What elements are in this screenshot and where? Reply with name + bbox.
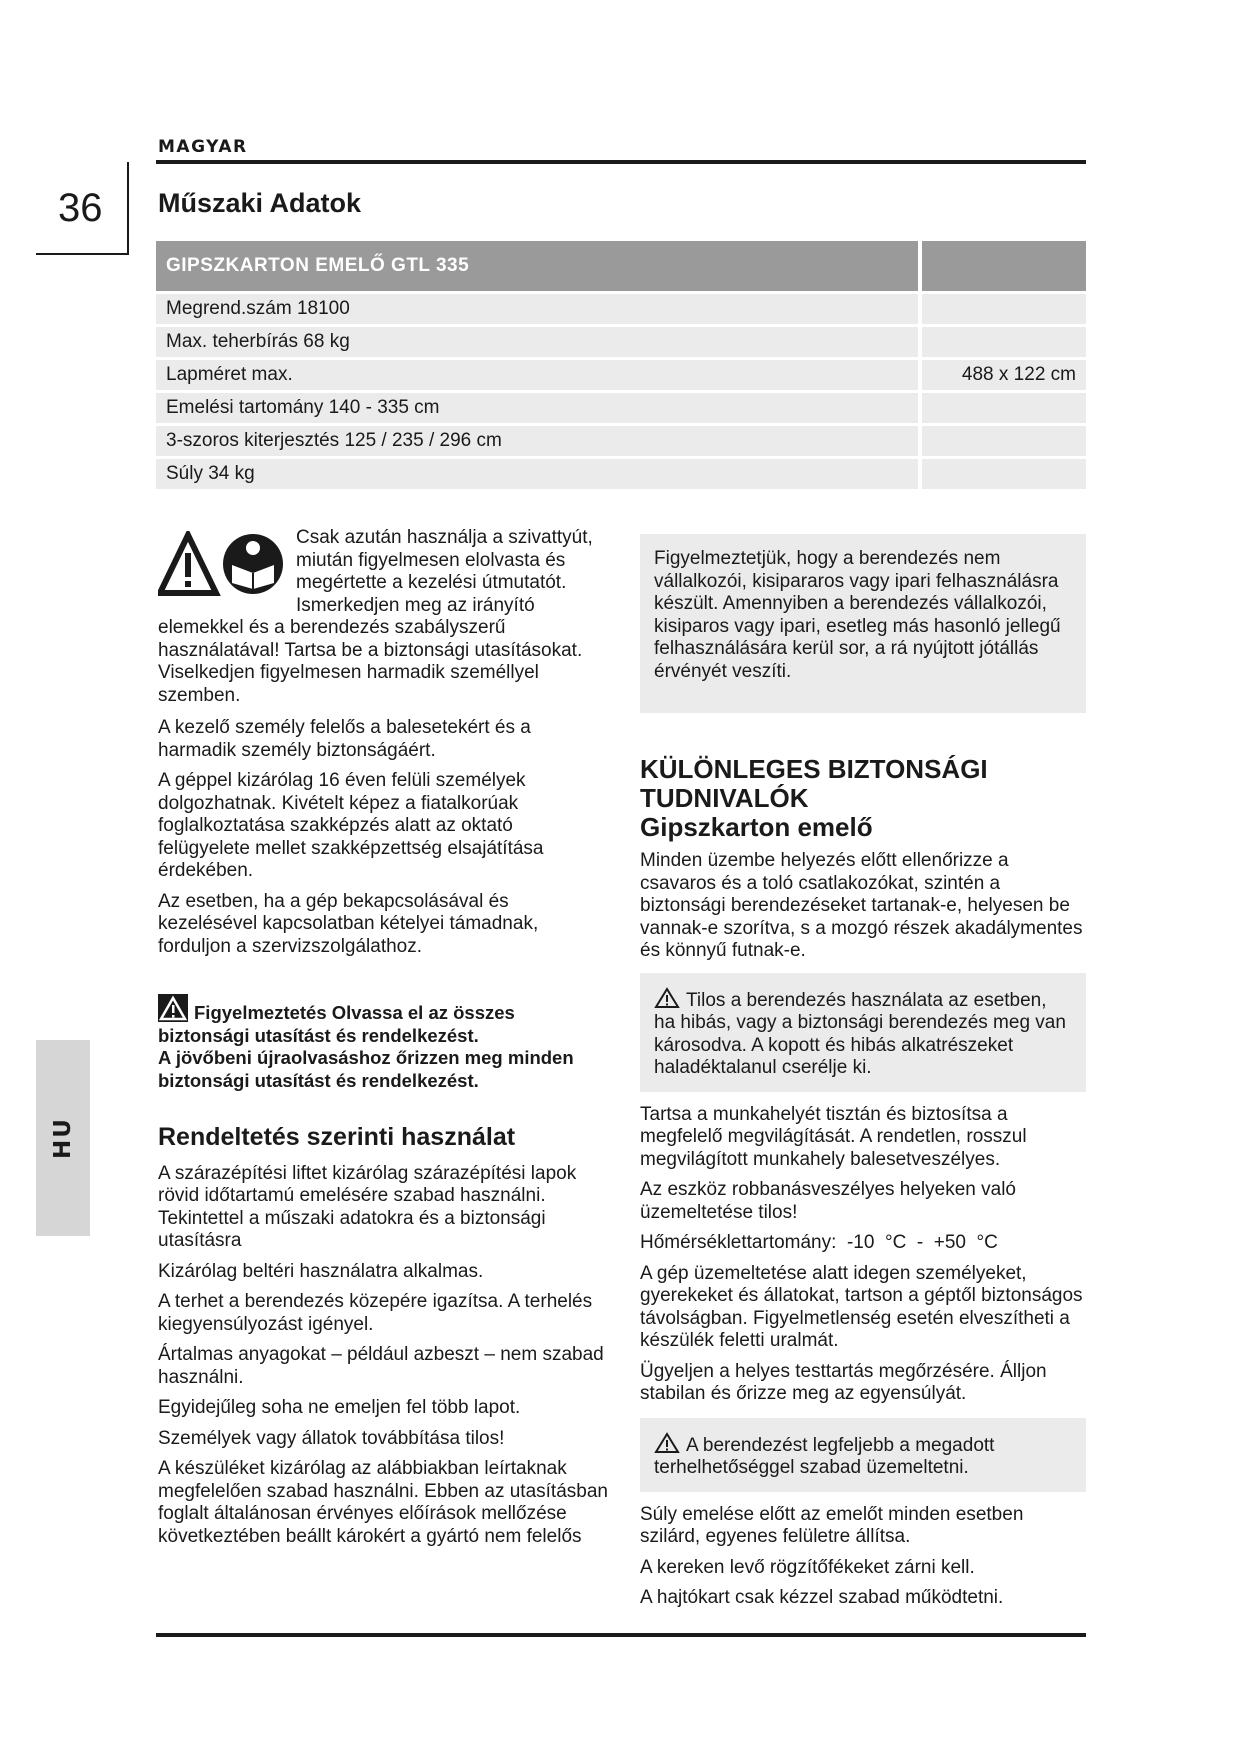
paragraph: Az eszköz robbanásveszélyes helyeken való üzemeltetése tilos! (640, 1179, 1016, 1223)
read-manual-icon (223, 534, 283, 594)
table-row (156, 294, 1086, 324)
intended-use-heading: Rendeltetés szerinti használat (158, 1123, 516, 1151)
warning-box (640, 1418, 1086, 1492)
language-header: MAGYAR (158, 137, 248, 157)
spec-value (922, 327, 1086, 357)
paragraph: A hajtókart csak kézzel szabad működtetni. (640, 1587, 1004, 1608)
paragraph: A kezelő személy felelős a balesetekért és a harmadik személy biztonságáért. (158, 717, 531, 761)
special-safety-heading (640, 755, 1086, 842)
warning-triangle-icon (158, 531, 288, 597)
general-warning-block (158, 994, 608, 1092)
paragraph: Személyek vagy állatok továbbítása tilos! (158, 1427, 505, 1449)
table-row (156, 459, 1086, 489)
warning-line-2: A jövőbeni újraolvasáshoz őrizzen meg minden biztonsági utasítást és rendelkezést. (158, 1047, 574, 1091)
spec-label: Súly 34 kg (156, 459, 922, 489)
spec-value (922, 426, 1086, 456)
spec-label: Lapméret max. (156, 360, 922, 390)
spec-value (922, 459, 1086, 489)
top-rule (156, 160, 1086, 164)
spec-label: Megrend.szám 18100 (156, 294, 922, 324)
table-row (156, 327, 1086, 357)
special-heading-line-1: KÜLÖNLEGES BIZTONSÁGI (640, 754, 988, 784)
spec-value: 488 x 122 cm (922, 360, 1086, 390)
warning-triangle-icon (654, 987, 680, 1009)
right-column (640, 534, 1086, 1618)
language-side-tab (36, 1040, 90, 1236)
spec-table-header (156, 241, 1086, 291)
paragraph: Az esetben, ha a gép bekapcsolásával és kezelésével kapcsolatban kételyei támadnak, forduljon a szervizszolgálathoz. (158, 890, 539, 957)
paragraph: A készüléket kizárólag az alábbiakban leírtaknak megfelelően szabad használni. Ebben az utasításban foglalt általánosan érvényes előírások mellőzése következtében beállt károkért a gyártó nem felelős (158, 1458, 608, 1547)
section-title: Műszaki Adatok (158, 188, 362, 218)
paragraph: Egyidejűleg soha ne emeljen fel több lapot. (158, 1397, 521, 1418)
table-row (156, 393, 1086, 423)
paragraph: A szárazépítési liftet kizárólag szárazépítési lapok rövid időtartamú emelésére szabad használni. Tekintettel a műszaki adatokra és a biztonsági utasításra (158, 1162, 577, 1251)
special-heading-line-2: TUDNIVALÓK (640, 783, 809, 813)
spec-value (922, 393, 1086, 423)
intro-block (158, 527, 608, 707)
spec-label: 3-szoros kiterjesztés 125 / 235 / 296 cm (156, 426, 922, 456)
spec-table-title: GIPSZKARTON EMELŐ GTL 335 (156, 241, 922, 291)
paragraph: Kizárólag beltéri használatra alkalmas. (158, 1260, 484, 1282)
left-column (158, 527, 608, 1556)
intro-icons (158, 531, 288, 601)
paragraph: A terhet a berendezés közepére igazítsa. A terhelés kiegyensúlyozást igényel. (158, 1291, 593, 1335)
warning-line-1: Figyelmeztetés Olvassa el az összes biztonsági utasítást és rendelkezést. (158, 1002, 515, 1046)
spec-value (922, 294, 1086, 324)
spec-label: Emelési tartomány 140 - 335 cm (156, 393, 922, 423)
side-tab-label: HU (50, 1117, 76, 1159)
notice-text: Figyelmeztetjük, hogy a berendezés nem vállalkozói, kisipararos vagy ipari felhasználásra készült. Amennyiben a berendezés vállalkozói, kisiparos vagy ipari, esetleg más hasonló jellegű felhasználására kerül sor, a rá nyújtott jótállás érvényét veszíti. (654, 548, 1061, 682)
paragraph: A kereken levő rögzítőfékeket zárni kell. (640, 1556, 975, 1578)
paragraph: Tartsa a munkahelyét tisztán és biztosítsa a megfelelő megvilágítását. A rendetlen, rosszul megvilágított munkahely balesetveszélyes. (640, 1103, 1027, 1170)
table-row (156, 426, 1086, 456)
warning-box-icon (158, 994, 188, 1022)
paragraph: Hőmérséklettartomány: -10 °C - +50 °C (640, 1232, 998, 1253)
intro-text: Csak azután használja a szivattyút, miután figyelmesen elolvasta és megértette a kezelési útmutatót. Ismerkedjen meg az irányító elemekkel és a berendezés szabályszerű használatával! Tartsa be a biztonsági utasításokat. Viselkedjen figyelmesen harmadik személlyel szemben. (158, 527, 593, 706)
spec-label: Max. teherbírás 68 kg (156, 327, 922, 357)
paragraph: Minden üzembe helyezés előtt ellenőrizze a csavaros és a toló csatlakozókat, szintén a biztonsági berendezéseket tartanak-e, helyesen be vannak-e szorítva, s a mozgó részek akadálymentes és könnyű futnak-e. (640, 850, 1083, 961)
page-number: 36 (58, 186, 103, 230)
paragraph: A gép üzemeltetése alatt idegen személyeket, gyerekeket és állatokat, tartson a géptől biztonságos távolságban. Figyelmetlenség esetén elveszítheti a készülék feletti uralmát. (640, 1262, 1083, 1351)
paragraph: Súly emelése előtt az emelőt minden esetben szilárd, egyenes felületre állítsa. (640, 1503, 1024, 1547)
paragraph: A géppel kizárólag 16 éven felüli személyek dolgozhatnak. Kivételt képez a fiatalkorúak foglalkoztatása szakképzés alatt az oktató felügyelete mellet szakképzettség elsajátítása érdekében. (158, 770, 544, 881)
paragraph: Ártalmas anyagokat – például azbeszt – nem szabad használni. (158, 1344, 604, 1388)
warning-box (640, 973, 1086, 1092)
bottom-rule (156, 1633, 1086, 1637)
paragraph: Ügyeljen a helyes testtartás megőrzésére. Álljon stabilan és őrizze meg az egyensúlyát. (640, 1360, 1047, 1404)
spec-table (156, 238, 1086, 492)
warning-triangle-icon (654, 1432, 680, 1454)
special-subheading: Gipszkarton emelő (640, 812, 873, 842)
warning-text: Tilos a berendezés használata az esetben, ha hibás, vagy a biztonsági berendezés meg van károsodva. A kopott és hibás alkatrészeket haladéktalanul cserélje ki. (654, 989, 1066, 1078)
spec-table-header-blank (922, 241, 1086, 291)
table-row (156, 360, 1086, 390)
notice-box (640, 534, 1086, 713)
warning-text: A berendezést legfeljebb a megadott terhelhetőséggel szabad üzemeltetni. (654, 1434, 995, 1478)
